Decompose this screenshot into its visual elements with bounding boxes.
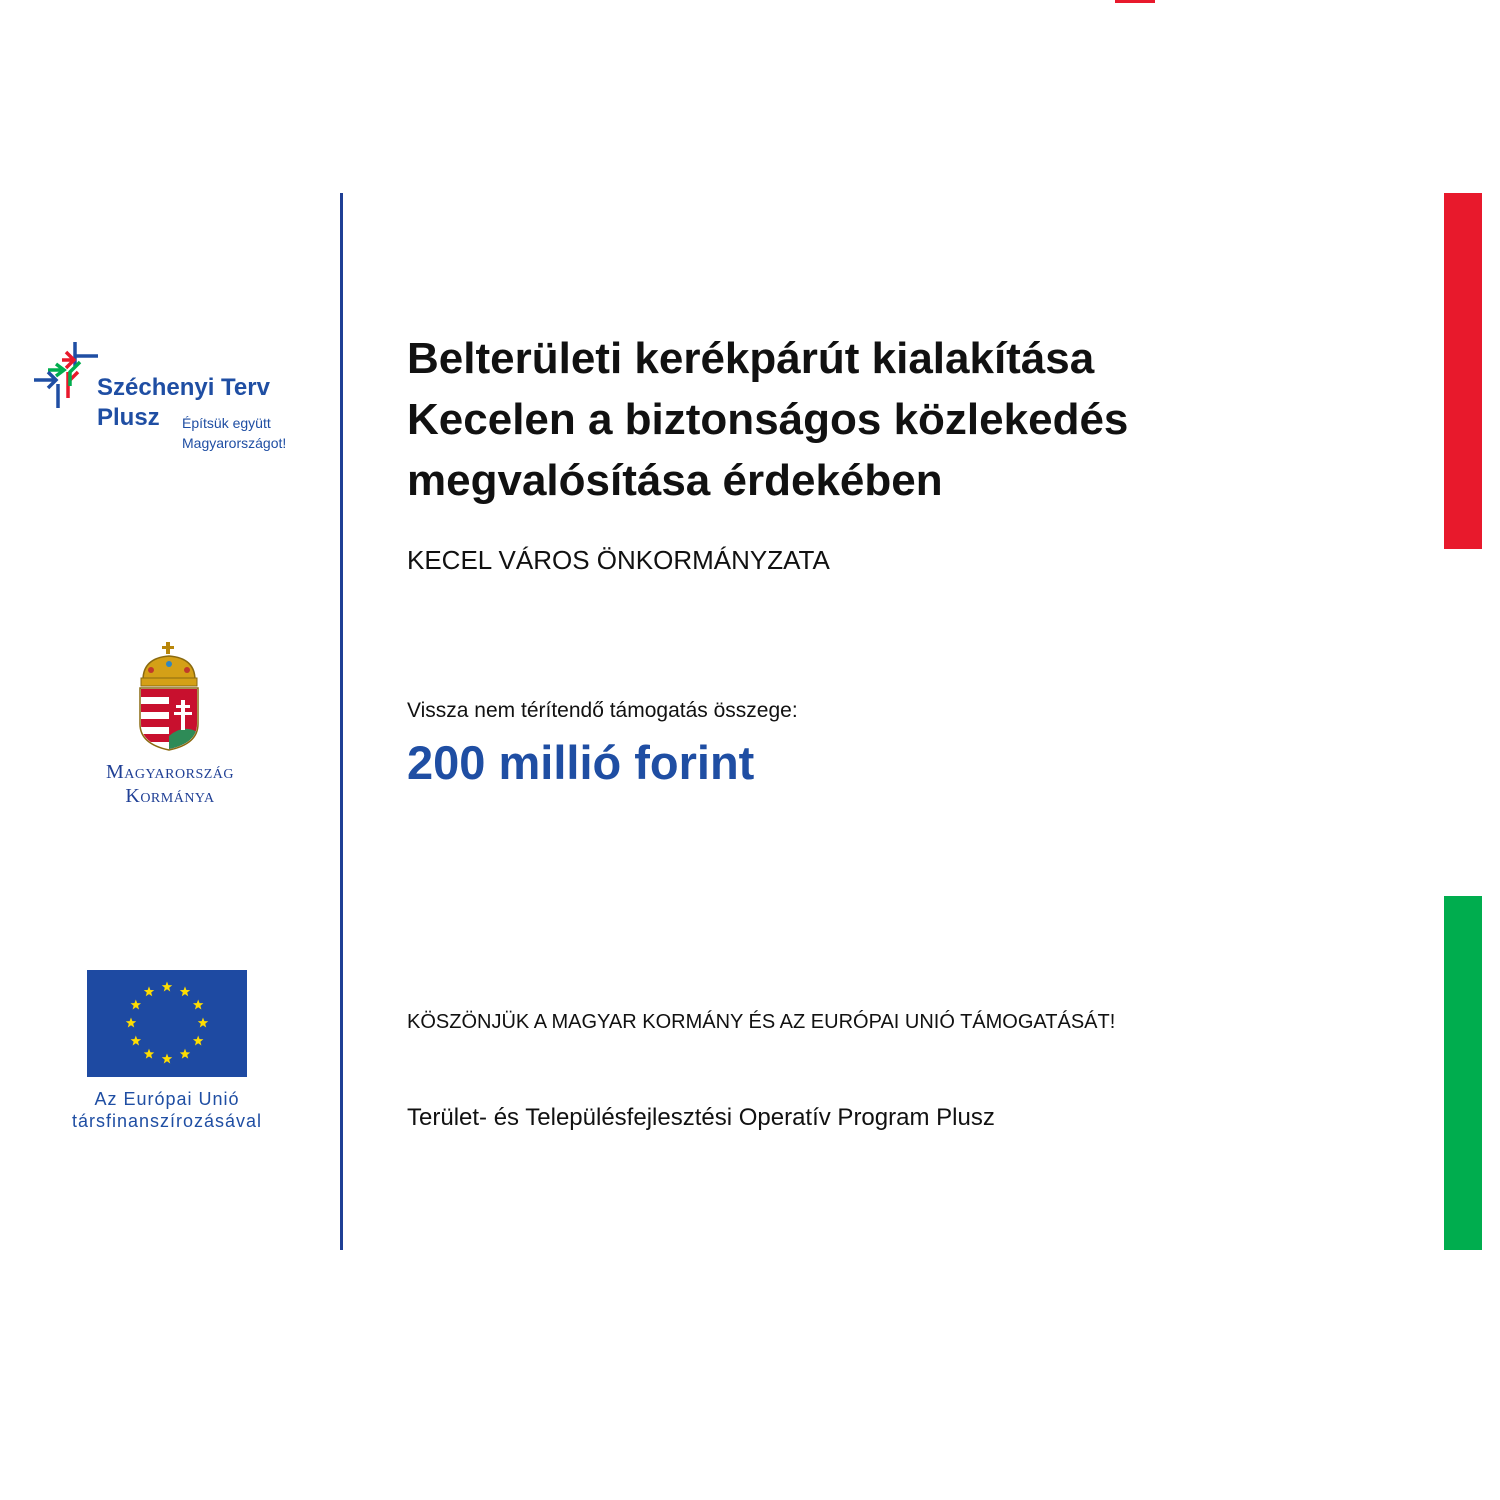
hungarian-coat-of-arms-icon xyxy=(133,640,205,752)
government-logo xyxy=(60,640,280,815)
szechenyi-cross-arrows-icon xyxy=(30,340,100,410)
program-name: Terület- és Településfejlesztési Operatív Program Plusz xyxy=(407,1104,995,1131)
project-title-line1: Belterületi kerékpárút kialakítása xyxy=(407,334,1095,383)
szechenyi-slogan xyxy=(182,413,322,453)
grant-amount: 200 millió forint xyxy=(407,736,755,789)
szechenyi-slogan-line2: Magyarországot! xyxy=(182,435,287,451)
flag-stripe-red xyxy=(1444,193,1482,549)
project-title-line3: megvalósítása érdekében xyxy=(407,456,943,505)
flag-stripe-green xyxy=(1444,896,1482,1250)
eu-flag-icon xyxy=(87,970,247,1077)
beneficiary-name: KECEL VÁROS ÖNKORMÁNYZATA xyxy=(407,545,830,575)
project-title-line2: Kecelen a biztonságos közlekedés xyxy=(407,395,1129,444)
eu-caption-line1: Az Európai Unió xyxy=(94,1089,240,1109)
vertical-divider xyxy=(340,193,343,1250)
szechenyi-slogan-line1: Építsük együtt xyxy=(182,415,271,431)
szechenyi-title: Széchenyi Terv xyxy=(97,374,270,401)
thanks-statement: KÖSZÖNJÜK A MAGYAR KORMÁNY ÉS AZ EURÓPAI UNIÓ TÁMOGATÁSÁT! xyxy=(407,1011,1116,1033)
project-title xyxy=(407,328,1427,511)
eu-caption-line2: társfinanszírozásával xyxy=(71,1111,263,1131)
grant-label: Vissza nem térítendő támogatás összege: xyxy=(407,699,798,722)
szechenyi-logo xyxy=(30,340,320,450)
government-name-line1: Magyarország xyxy=(105,761,235,783)
eu-caption xyxy=(50,1088,284,1132)
szechenyi-subtitle: Plusz xyxy=(97,404,160,431)
eu-logo xyxy=(50,970,290,1140)
top-red-mark xyxy=(1115,0,1155,3)
government-name-line2: Kormánya xyxy=(125,785,215,807)
government-name xyxy=(60,760,280,808)
